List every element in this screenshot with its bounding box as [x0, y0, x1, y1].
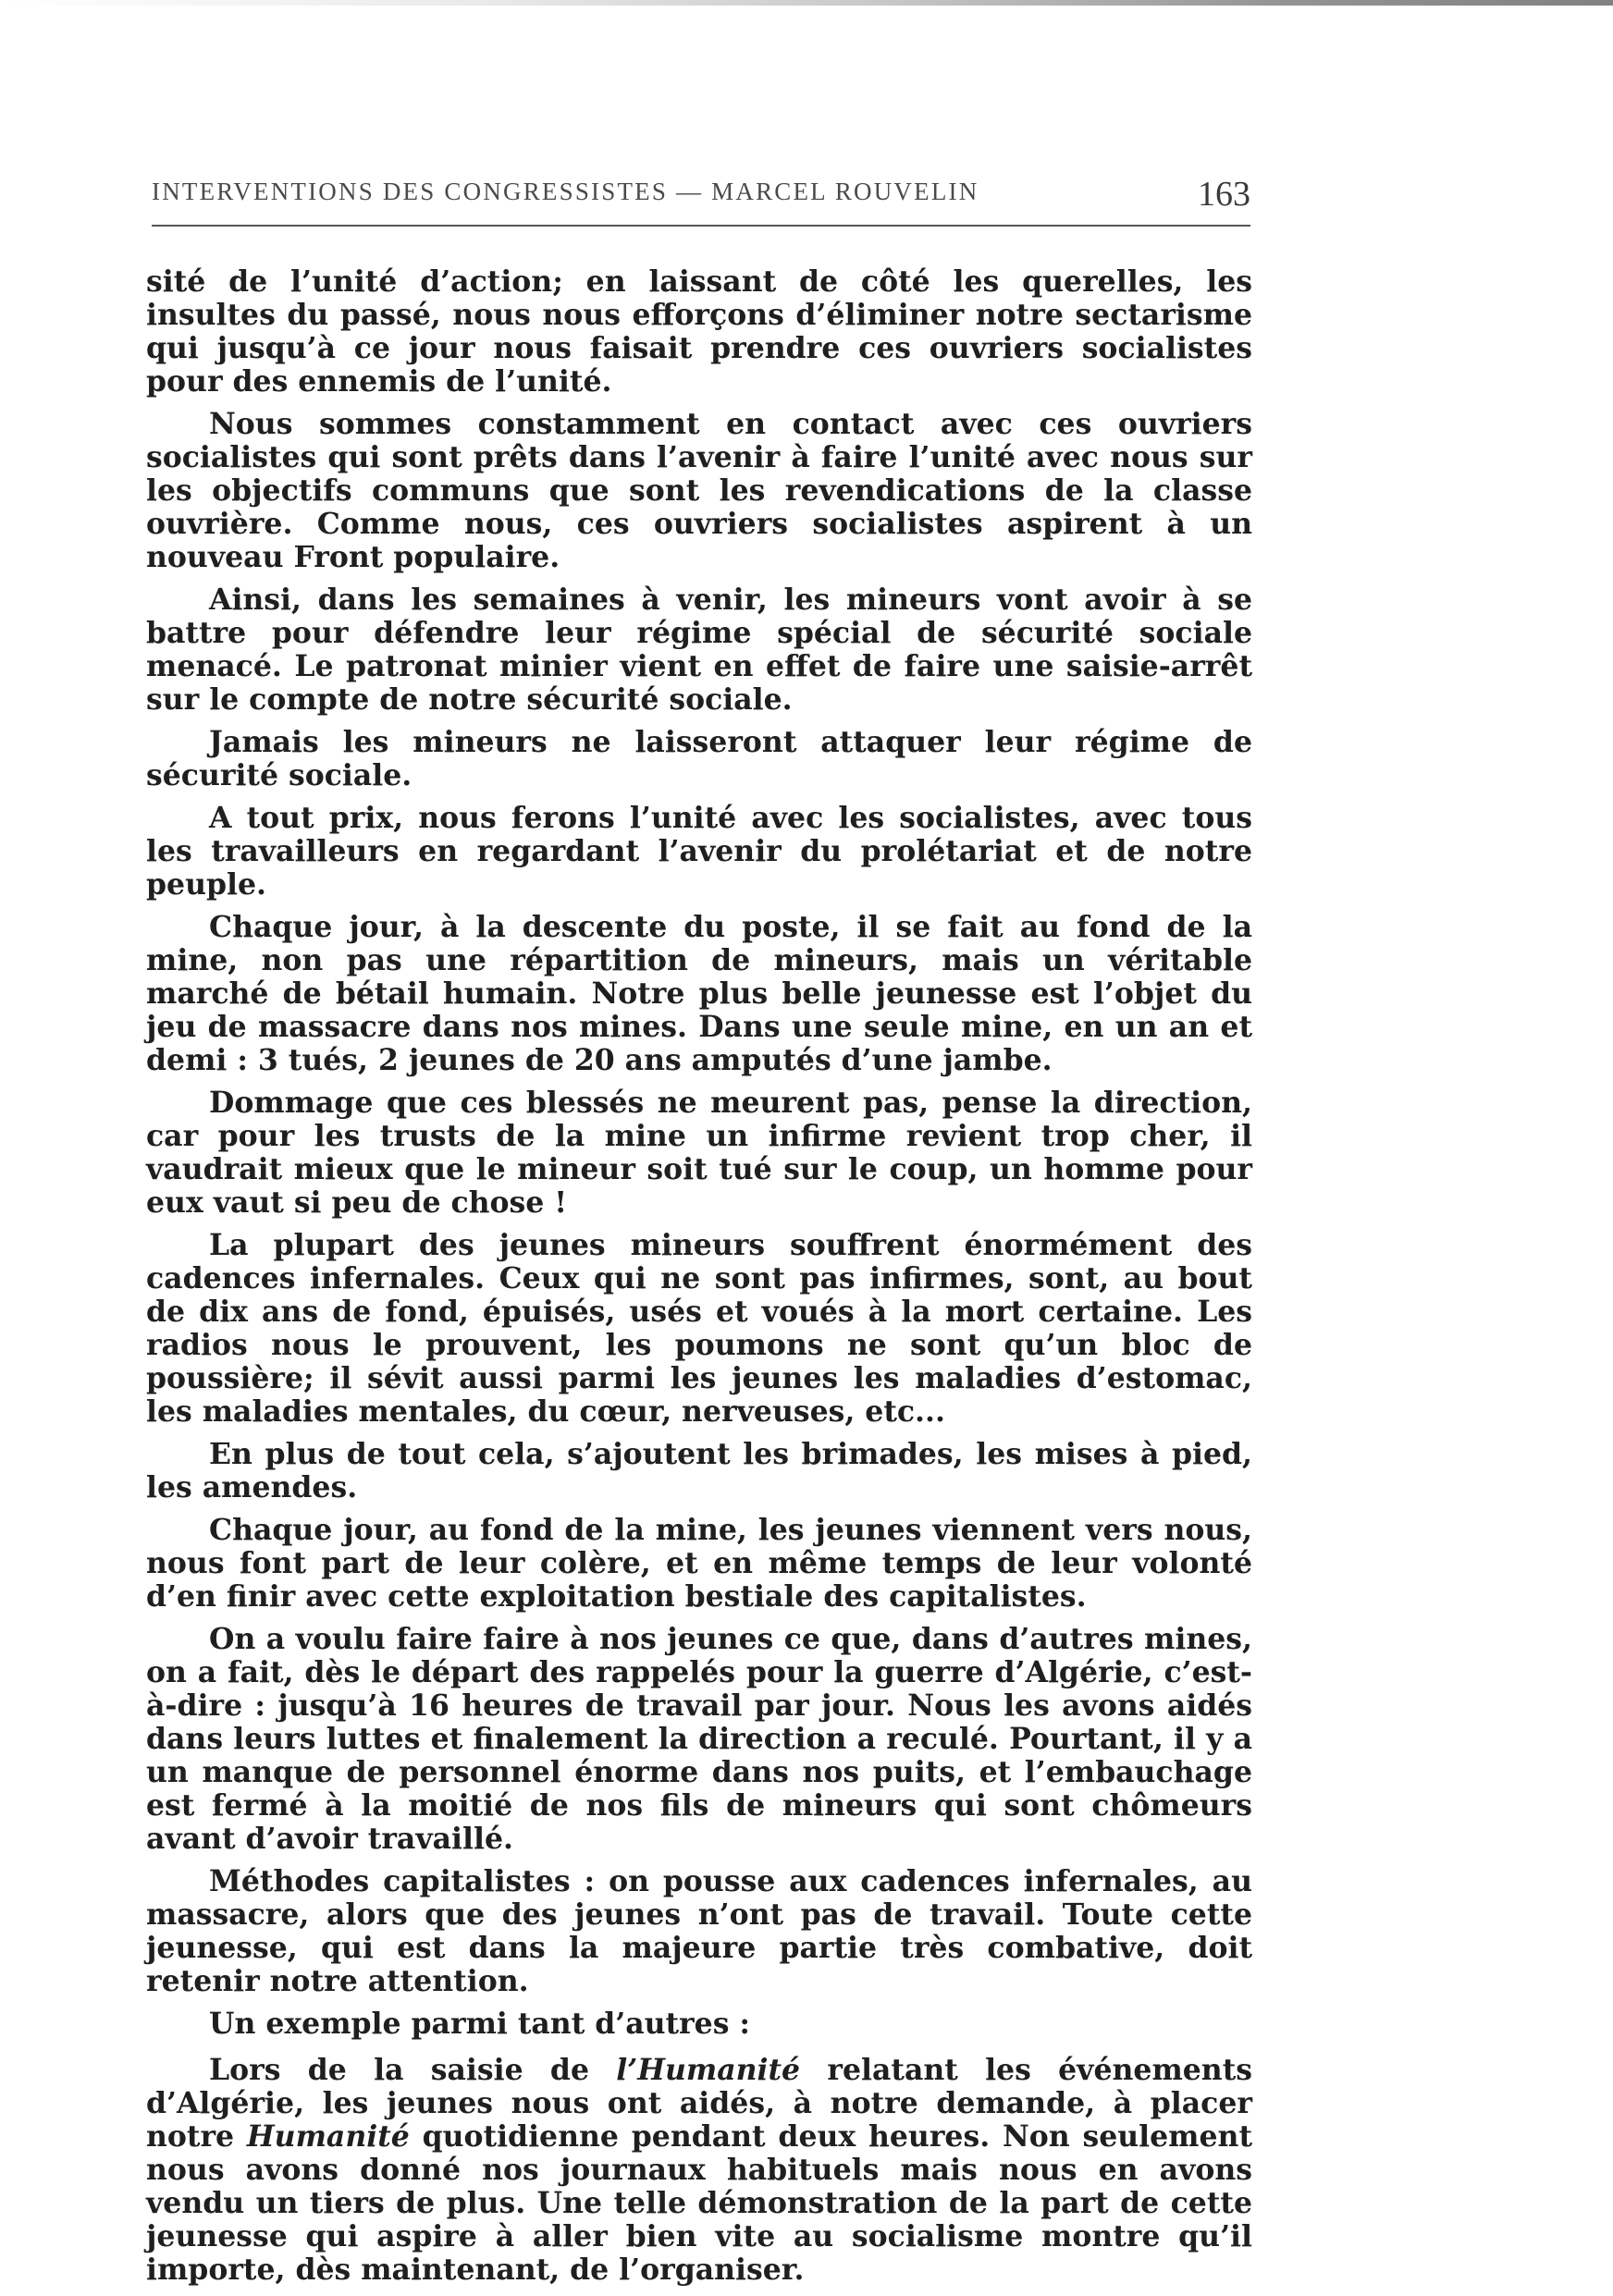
newspaper-title-1: l’Humanité: [616, 2053, 801, 2087]
paragraph-3: Ainsi, dans les semaines à venir, les mineurs vont avoir à se battre pour défendre leur régime spécial de sécurité sociale menacé. Le patronat minier vient en effet de faire une saisie-arrêt sur le compte de notre sécurité sociale.: [146, 583, 1252, 717]
paragraph-7: Dommage que ces blessés ne meurent pas, pense la direction, car pour les trusts de la mine un infirme revient trop cher, il vaudrait mieux que le mineur soit tué sur le coup, un homme pour eux vaut si peu de chose !: [146, 1086, 1252, 1220]
paragraph-1: sité de l’unité d’action; en laissant de côté les querelles, les insultes du passé, nous nous efforçons d’éliminer notre sectarisme qui jusqu’à ce jour nous faisait prendre ces ouvriers socialistes pour des ennemis de l’unité.: [146, 264, 1252, 399]
newspaper-title-2: Humanité: [246, 2119, 410, 2154]
paragraph-6: Chaque jour, à la descente du poste, il se fait au fond de la mine, non pas une répartition de mineurs, mais un véritable marché de bétail humain. Notre plus belle jeunesse est l’objet du jeu de massacre dans nos mines. Dans une seule mine, en un an et demi : 3 tués, 2 jeunes de 20 ans amputés d’une jambe.: [146, 910, 1252, 1077]
paragraph-8: La plupart des jeunes mineurs souffrent énormément des cadences infernales. Ceux qui ne sont pas infirmes, sont, au bout de dix ans de fond, épuisés, usés et voués à la mort certaine. Les radios nous le prouvent, les poumons ne sont qu’un bloc de poussière; il sévit aussi parmi les jeunes les maladies d’estomac, les maladies mentales, du cœur, nerveuses, etc...: [146, 1228, 1252, 1429]
last-paragraph-part1: Lors de la saisie de: [209, 2053, 617, 2087]
page-number: 163: [1198, 175, 1250, 214]
paragraph-9: En plus de tout cela, s’ajoutent les brimades, les mises à pied, les amendes.: [146, 1437, 1252, 1504]
last-paragraph-part3: quotidienne pendant deux heures. Non seulement nous avons donné nos journaux habituels mais nous en avons vendu un tiers de plus. Une telle démonstration de la part de cette jeunesse qui aspire à aller bien vite au socialisme montre qu’il importe, dès maintenant, de l’organiser.: [146, 2119, 1252, 2287]
running-title: INTERVENTIONS DES CONGRESSISTES — MARCEL ROUVELIN: [152, 178, 979, 205]
paragraph-2: Nous sommes constamment en contact avec ces ouvriers socialistes qui sont prêts dans l’avenir à faire l’unité avec nous sur les objectifs communs que sont les revendications de la classe ouvrière. Comme nous, ces ouvriers socialistes aspirent à un nouveau Front populaire.: [146, 407, 1252, 574]
paragraph-10: Chaque jour, au fond de la mine, les jeunes viennent vers nous, nous font part de leur colère, et en même temps de leur volonté d’en finir avec cette exploitation bestiale des capitalistes.: [146, 1513, 1252, 1614]
paragraph-11: On a voulu faire faire à nos jeunes ce que, dans d’autres mines, on a fait, dès le départ des rappelés pour la guerre d’Algérie, c’est-à-dire : jusqu’à 16 heures de travail par jour. Nous les avons aidés dans leurs luttes et finalement la direction a reculé. Pourtant, il y a un manque de personnel énorme dans nos puits, et l’embauchage est fermé à la moitié de nos fils de mineurs qui sont chômeurs avant d’avoir travaillé.: [146, 1622, 1252, 1856]
header-rule: [152, 225, 1250, 227]
paragraph-4: Jamais les mineurs ne laisseront attaquer leur régime de sécurité sociale.: [146, 725, 1252, 792]
paragraph-13: Un exemple parmi tant d’autres :: [209, 2007, 751, 2041]
last-paragraph-part2: relatant les événements d’Algérie, les jeunes nous ont aidés, à notre demande, à placer notre: [146, 2053, 1252, 2154]
scan-edge: [0, 0, 1613, 6]
paragraph-12: Méthodes capitalistes : on pousse aux cadences infernales, au massacre, alors que des jeunes n’ont pas de travail. Toute cette jeunesse, qui est dans la majeure partie très combative, doit retenir notre attention.: [146, 1864, 1252, 1998]
paragraph-5: A tout prix, nous ferons l’unité avec les socialistes, avec tous les travailleurs en regardant l’avenir du prolétariat et de notre peuple.: [146, 801, 1252, 902]
paragraph-14: [146, 2054, 1252, 2287]
running-head: [152, 175, 1250, 218]
body-text: [146, 265, 1252, 2296]
